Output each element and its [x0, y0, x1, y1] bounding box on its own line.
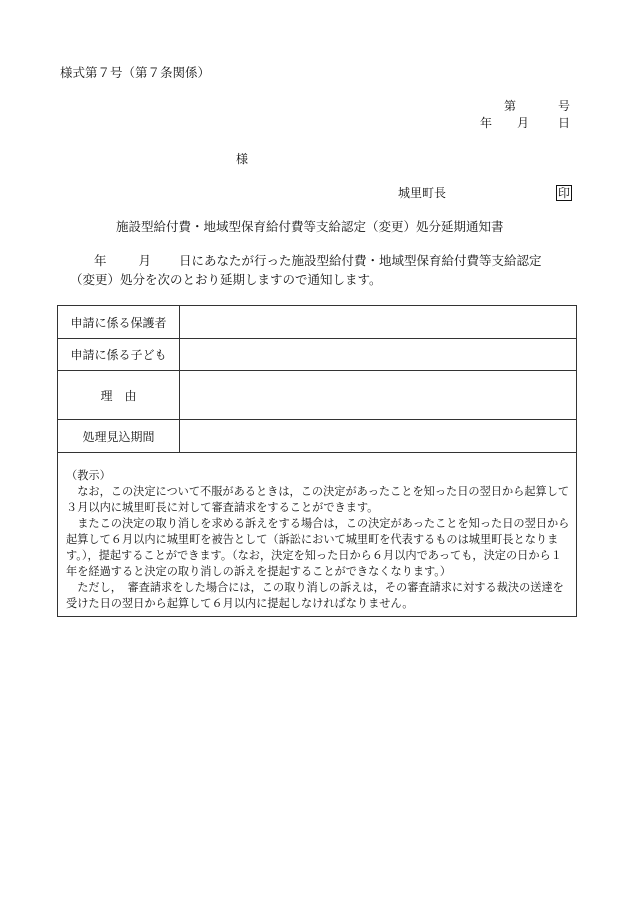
date-day: 日	[558, 116, 571, 130]
intro-paragraph	[70, 251, 582, 289]
row-label-guardian: 申請に係る保護者	[58, 306, 180, 339]
row-value-guardian	[180, 306, 577, 339]
date-year: 年	[480, 116, 493, 130]
table-row	[58, 371, 577, 420]
document-title: 施設型給付費・地域型保育給付費等支給認定（変更）処分延期通知書	[116, 219, 504, 234]
row-label-reason: 理 由	[58, 371, 180, 420]
row-value-child	[180, 339, 577, 371]
notice-heading: （教示）	[66, 469, 111, 482]
intro-text-2: （変更）処分を次のとおり延期しますので通知します。	[70, 272, 382, 287]
row-label-period: 処理見込期間	[58, 420, 180, 453]
doc-number-gou: 号	[558, 99, 571, 113]
intro-year: 年	[94, 253, 107, 268]
issuer-title: 城里町長	[398, 186, 447, 200]
notice-paragraph-2: またこの決定の取り消しを求める訴えをする場合は，この決定があったことを知った日の翌日から起算して６月以内に城里町を被告として（訴訟において城里町を代表するものは城里町長となります。），提起することができます。（なお，決定を知った日から６月以内であっても，決定の日から１年を経過すると決定の取り消しの訴えを提起することができなくなります。）	[66, 517, 570, 578]
doc-number-dai: 第	[504, 99, 517, 113]
row-label-child: 申請に係る子ども	[58, 339, 180, 371]
addressee-suffix: 様	[236, 152, 249, 166]
row-value-period	[180, 420, 577, 453]
intro-text-1: 日にあなたが行った施設型給付費・地域型保育給付費等支給認定	[179, 253, 542, 268]
date-month: 月	[517, 116, 530, 130]
table-row	[58, 420, 577, 453]
info-table	[57, 305, 577, 453]
table-row	[58, 306, 577, 339]
notice-paragraph-1: なお，この決定について不服があるときは，この決定があったことを知った日の翌日から起算して３月以内に城里町長に対して審査請求をすることができます。	[66, 485, 570, 514]
notice-box	[57, 452, 577, 617]
notice-paragraph-3: ただし， 審査請求をした場合には，この取り消しの訴えは，その審査請求に対する裁決の送達を受けた日の翌日から起算して６月以内に提起しなければなりません。	[66, 581, 564, 610]
form-id: 様式第７号（第７条関係）	[60, 65, 211, 80]
table-row	[58, 339, 577, 371]
seal-mark: 印	[558, 186, 571, 200]
intro-month: 月	[138, 253, 152, 268]
row-value-reason	[180, 371, 577, 420]
